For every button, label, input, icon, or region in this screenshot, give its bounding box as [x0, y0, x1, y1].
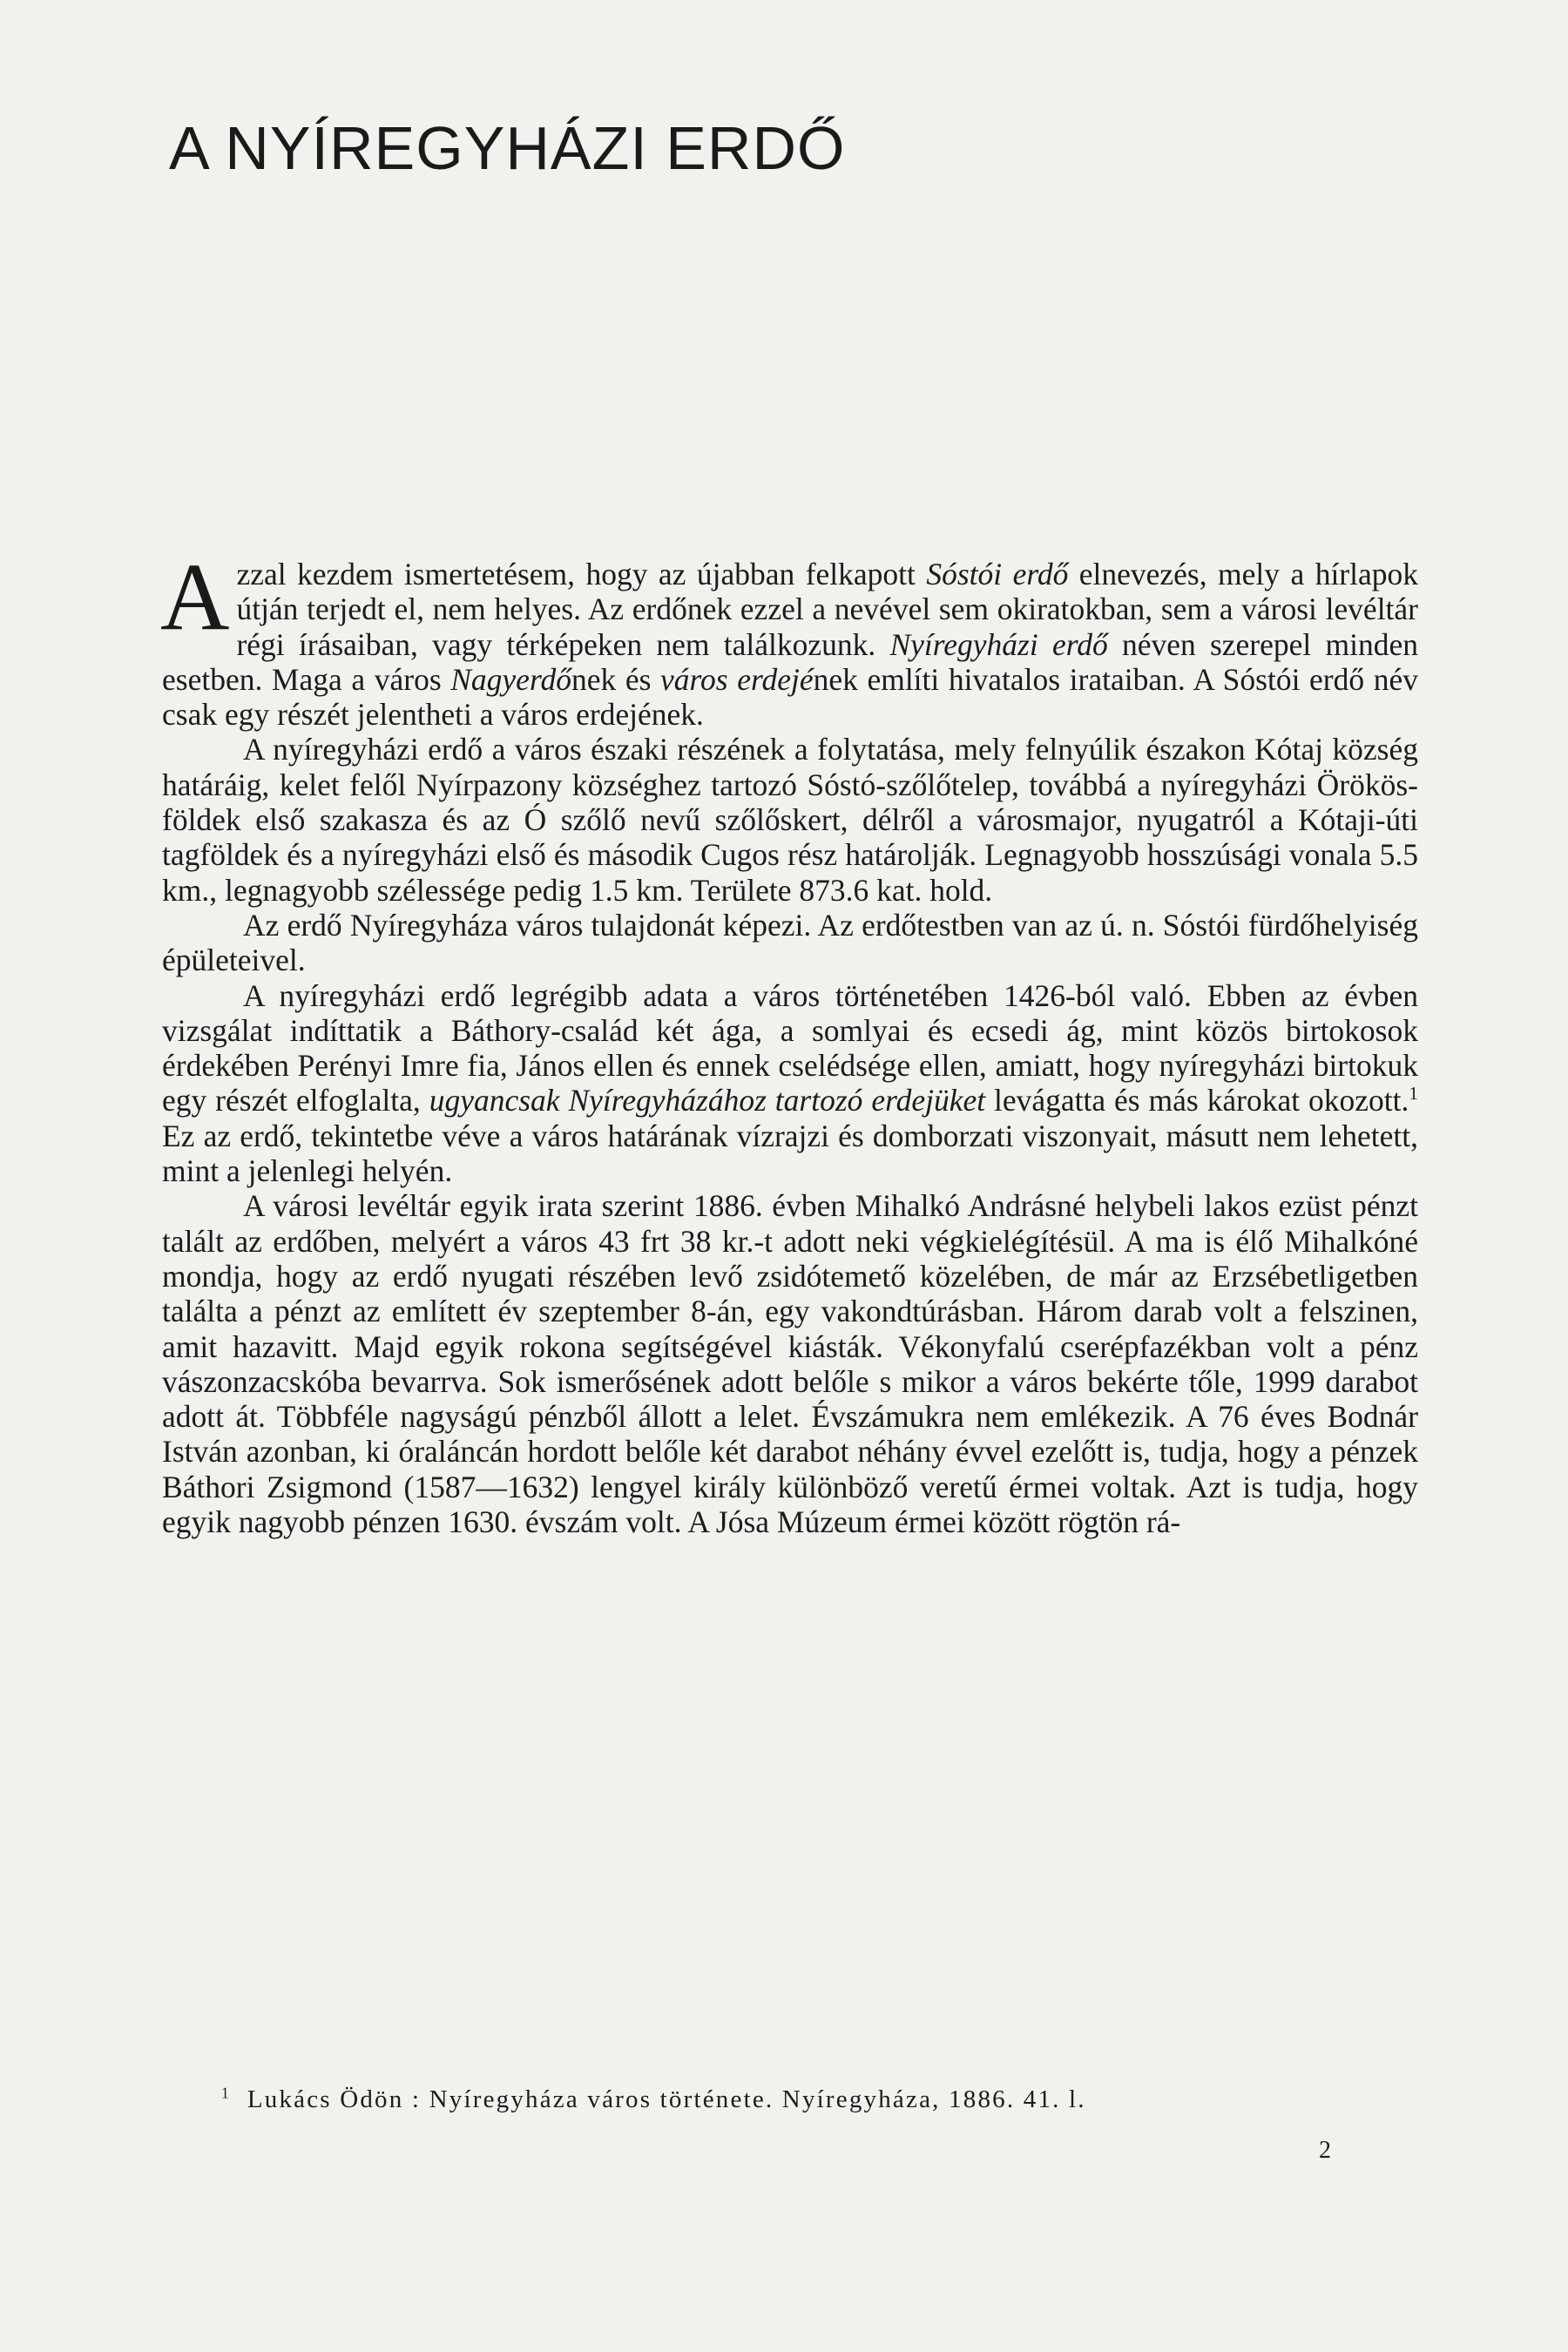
text-run: levágatta és más károkat okozott. [985, 1083, 1409, 1119]
page-number: 2 [1319, 2137, 1331, 2164]
paragraph [160, 544, 1418, 733]
text-run: nek említi hivatalos irataiban. A Sóstói erdő név csak egy részét jelentheti a város erdejének. [162, 661, 1418, 733]
text-run: A városi levéltár egyik irata szerint 1886. évben Mihalkó Andrásné helybeli lakos ezüst pénzt talált az erdőben, melyért a város 43 frt 38 kr.-t adott neki végkielégítésül. A ma is élő Mihalkóné mondja, hogy az erdő nyugati részében levő zsidótemető közelében, de már az Erzsébetligetben találta a pénzt az említett év szeptember 8-án, egy vakondtúrásban. Három darab volt a felszinen, amit hazavitt. Majd egyik rokona segítségével kiásták. Vékonyfalú cserépfazékban volt a pénz vászonzacskóba bevarrva. Sok ismerősének adott belőle s mikor a város bekérte tőle, 1999 darabot adott át. Többféle nagyságú pénzből állott a lelet. Évszámukra nem emlékezik. A 76 éves Bodnár István azonban, ki óraláncán hordott belőle két darabot néhány évvel ezelőtt is, tudja, hogy a pénzek Báthori Zsigmond (1587—1632) lengyel király különböző veretű érmei voltak. Azt is tudja, hogy egyik nagyobb pénzen 1630. évszám volt. A Jósa Múzeum érmei között rögtön rá- [162, 1188, 1418, 1540]
footnote-marker: 1 [221, 2084, 231, 2102]
italic-text: Nyíregyházi erdő [889, 626, 1108, 662]
drop-cap: A [160, 544, 230, 650]
text-run: néven szerepel minden esetben. Maga a város [162, 626, 1418, 697]
italic-text: város erdejé [660, 661, 814, 697]
paragraph [162, 1188, 1418, 1539]
text-run: nek és [571, 661, 661, 697]
paragraph [162, 908, 1418, 978]
page-title: A NYÍREGYHÁZI ERDŐ [169, 114, 846, 182]
italic-text: ugyancsak Nyíregyházához tartozó erdejüket [429, 1083, 986, 1119]
text-run: Az erdő Nyíregyháza város tulajdonát képezi. Az erdőtestben van az ú. n. Sóstói fürdőhelyiség épületeivel. [162, 907, 1418, 978]
text-run: A nyíregyházi erdő a város északi részének a folytatása, mely felnyúlik északon Kótaj község határáig, kelet felől Nyírpazony községhez tartozó Sóstó-szőlőtelep, továbbá a nyíregyházi Örökös-földek első szakasza és az Ó szőlő nevű szőlőskert, délről a városmajor, nyugatról a Kótaji-úti tagföldek és a nyíregyházi első és második Cugos rész határolják. Legnagyobb hosszúsági vonala 5.5 km., legnagyobb szélessége pedig 1.5 km. Területe 873.6 kat. hold. [162, 732, 1418, 908]
italic-text: Sóstói erdő [926, 557, 1069, 591]
footnote [221, 2084, 1420, 2115]
text-run: A nyíregyházi erdő legrégibb adata a város történetében 1426-ból való. Ebben az évben vizsgálat indíttatik a Báthory-család két ága, a somlyai és ecsedi ág, mint közös birtokosok érdekében Perényi Imre fia, János ellen és ennek cselédsége ellen, amiatt, hogy nyíregyházi birtokuk egy részét elfoglalta, [162, 977, 1418, 1119]
paragraph [162, 732, 1418, 907]
article-body [160, 544, 1419, 1540]
text-run: elnevezés, mely a hírlapok útján terjedt el, nem helyes. Az erdőnek ezzel a nevével sem okiratokban, sem a városi levéltár régi írásaiban, vagy térképeken nem találkozunk. [236, 557, 1418, 662]
italic-text: Nagyerdő [450, 661, 571, 697]
paragraph [162, 978, 1418, 1189]
footnote-reference: 1 [1409, 1083, 1419, 1105]
text-run: Ez az erdő, tekintetbe véve a város határának vízrajzi és domborzati viszonyait, másutt nem lehetett, mint a jelenlegi helyén. [162, 1118, 1418, 1189]
footnote-text: Lukács Ödön : Nyíregyháza város története. Nyíregyháza, 1886. 41. l. [247, 2085, 1086, 2113]
text-run: zzal kezdem ismertetésem, hogy az újabban felkapott [236, 557, 927, 591]
